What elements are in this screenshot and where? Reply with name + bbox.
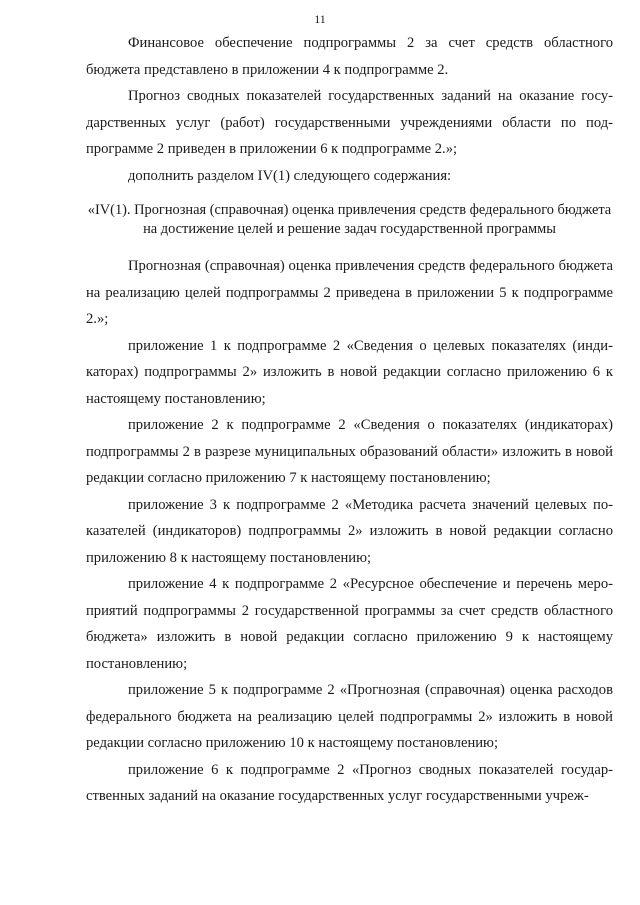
paragraph-federal-estimate: Прогнозная (справочная) оценка привлечения средств федерального бюджета на реализацию целей подпрограммы 2 приведена в приложении 5 к подпрограмме 2.»;: [86, 258, 613, 327]
paragraph-appendix-3: приложение 3 к подпрограмме 2 «Методика расчета значений целевых показателей (индикаторов) подпрограммы 2» изложить в новой редакции согласно приложению 8 к настоящему постановлению;: [86, 496, 613, 566]
paragraph-appendix-1: приложение 1 к подпрограмме 2 «Сведения о целевых показателях (индикаторах) подпрограммы 2» изложить в новой редакции согласно приложению 6 к настоящему постановлению;: [86, 337, 613, 407]
paragraph-forecast: Прогноз сводных показателей государственных заданий на оказание государственных услуг (работ) государственными учреждениями области по подпрограмме 2 приведен в приложении 6 к подпрограмме 2.»;: [86, 88, 613, 157]
paragraph-appendix-2: приложение 2 к подпрограмме 2 «Сведения о показателях (индикаторах) подпрограммы 2 в разрезе муниципальных образований области» изложить в новой редакции согласно приложению 7 к настоящему постановлению;: [86, 417, 613, 486]
section-heading: «IV(1). Прогнозная (справочная) оценка привлечения средств федерального бюджета на достижение целей и решение задач государственной программы: [87, 202, 612, 237]
paragraph-appendix-6: приложение 6 к подпрограмме 2 «Прогноз сводных показателей государственных заданий на оказание государственных услуг государственными учреж-: [86, 761, 613, 804]
page-number: 11: [314, 12, 326, 26]
paragraph-appendix-5: приложение 5 к подпрограмме 2 «Прогнозная (справочная) оценка расходов федерального бюджета на реализацию целей подпрограммы 2» изложить в новой редакции согласно приложению 10 к настоящему постановлению;: [86, 682, 613, 751]
paragraph-financing: Финансовое обеспечение подпрограммы 2 за счет средств областного бюджета представлено в приложении 4 к подпрограмме 2.: [86, 35, 613, 78]
paragraph-add-section: дополнить разделом IV(1) следующего содержания:: [128, 167, 452, 184]
document-body: [86, 30, 613, 810]
paragraph-appendix-4: приложение 4 к подпрограмме 2 «Ресурсное обеспечение и перечень мероприятий подпрограммы 2 государственной программы за счет средств областного бюджета» изложить в новой редакции согласно приложению 9 к настоящему постановлению;: [86, 576, 613, 672]
